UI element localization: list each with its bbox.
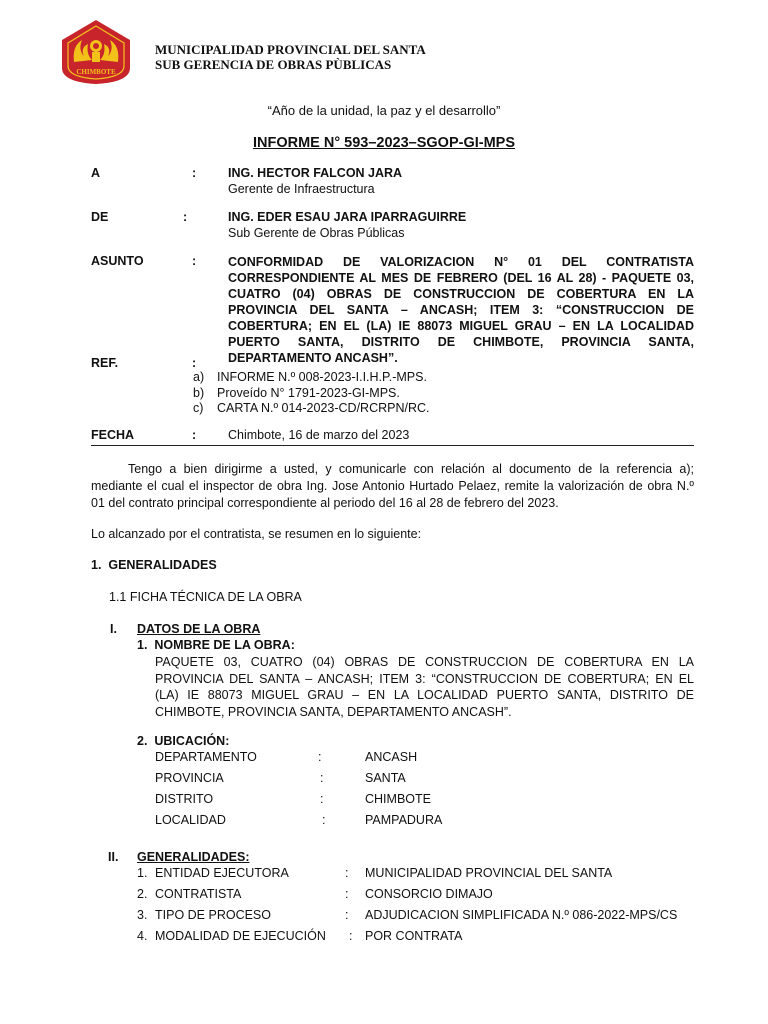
gen-num: 3. (137, 908, 148, 922)
org-header (155, 42, 426, 72)
gen-value: ADJUDICACION SIMPLIFICADA N.º 086-2022-MPS/CS (365, 908, 678, 922)
subject-colon: : (192, 254, 197, 268)
from-role: Sub Gerente de Obras Públicas (228, 226, 405, 240)
ref-text: INFORME N.º 008-2023-I.I.H.P.-MPS. (217, 370, 427, 384)
roman-one: I. (110, 622, 117, 636)
header-divider (91, 445, 694, 446)
ref-marker: c) (193, 401, 204, 415)
gen-value: CONSORCIO DIMAJO (365, 887, 493, 901)
subsection-ficha: 1.1 FICHA TÉCNICA DE LA OBRA (109, 590, 302, 604)
ubicacion-label: 2. UBICACIÓN: (137, 734, 230, 748)
summary-text: Lo alcanzado por el contratista, se resumen en lo siguiente: (91, 527, 422, 541)
ubicacion-colon: : (318, 750, 322, 764)
ubicacion-label-cell: DEPARTAMENTO (155, 750, 257, 764)
section-generalidades: 1. GENERALIDADES (91, 558, 217, 572)
obra-line: (LA) IE 88073 MIGUEL GRAU – EN LA LOCALIDAD PUERTO SANTA, DISTRITO DE (155, 688, 694, 702)
ubicacion-label-cell: DISTRITO (155, 792, 214, 806)
reference-item (193, 386, 430, 402)
to-role: Gerente de Infraestructura (228, 182, 375, 196)
intro-line: Tengo a bien dirigirme a usted, y comunicarle con relación al documento de la referencia a); (128, 462, 694, 476)
gen-value: MUNICIPALIDAD PROVINCIAL DEL SANTA (365, 866, 613, 880)
gen-num: 2. (137, 887, 148, 901)
reference-item (193, 370, 430, 386)
gen-colon: : (345, 866, 349, 880)
org-name: MUNICIPALIDAD PROVINCIAL DEL SANTA (155, 42, 426, 57)
gen-colon: : (345, 908, 349, 922)
from-name: ING. EDER ESAU JARA IPARRAGUIRRE (228, 210, 467, 224)
reference-list (193, 370, 430, 417)
nombre-obra-label: 1. NOMBRE DE LA OBRA: (137, 638, 295, 652)
gen-num: 4. (137, 929, 148, 943)
gen-label: CONTRATISTA (155, 887, 242, 901)
subject-label: ASUNTO (91, 254, 144, 268)
ref-text: CARTA N.º 014-2023-CD/RCRPN/RC. (217, 401, 430, 415)
nombre-obra-text (155, 654, 694, 720)
date-value: Chimbote, 16 de marzo del 2023 (228, 428, 410, 442)
gen-value: POR CONTRATA (365, 929, 463, 943)
subject-line: COBERTURA; EN EL (LA) IE 88073 MIGUEL GRAU – EN LA LOCALIDAD (228, 319, 694, 333)
obra-line: CHIMBOTE, PROVINCIA SANTA, DEPARTAMENTO ANCASH”. (155, 704, 512, 719)
gen-label: MODALIDAD DE EJECUCIÓN (155, 929, 326, 943)
logo-text: CHIMBOTE (76, 68, 116, 76)
ubicacion-colon: : (322, 813, 326, 827)
subject-line: PUERTO SANTA, DISTRITO DE CHIMBOTE, PROVINCIA SANTA, (228, 335, 694, 349)
ubicacion-label-cell: LOCALIDAD (155, 813, 226, 827)
to-label: A (91, 166, 101, 180)
ubicacion-value-cell: ANCASH (365, 750, 418, 764)
obra-line: PROVINCIA DEL SANTA – ANCASH; ITEM 3: “CONSTRUCCION DE COBERTURA; EN EL (155, 671, 694, 686)
ref-label: REF. (91, 356, 119, 370)
subject-line: CONFORMIDAD DE VALORIZACION N° 01 DEL CONTRATISTA (228, 255, 694, 269)
from-label: DE (91, 210, 109, 224)
ref-marker: a) (193, 370, 205, 384)
year-motto: “Año de la unidad, la paz y el desarrollo” (267, 103, 501, 118)
gen-label: TIPO DE PROCESO (155, 908, 271, 922)
from-colon: : (183, 210, 188, 224)
subject-line: CORRESPONDIENTE AL MES DE FEBRERO (DEL 16 AL 28) - PAQUETE 03, (228, 271, 694, 285)
report-title: INFORME N° 593–2023–SGOP-GI-MPS (252, 135, 516, 151)
reference-item (193, 401, 430, 417)
ref-colon: : (192, 356, 197, 370)
subject-text (228, 254, 694, 366)
intro-paragraph (91, 461, 694, 512)
subject-line: PROVINCIA DEL SANTA – ANCASH; ITEM 3: “CONSTRUCCION DE (228, 303, 694, 317)
org-department: SUB GERENCIA DE OBRAS PÙBLICAS (155, 57, 392, 72)
datos-obra-heading: DATOS DE LA OBRA (137, 622, 261, 636)
to-colon: : (192, 166, 197, 180)
gen-num: 1. (137, 866, 148, 880)
subject-line: DEPARTAMENTO ANCASH”. (228, 351, 398, 365)
ubicacion-value-cell: CHIMBOTE (365, 792, 431, 806)
ref-text: Proveído N° 1791-2023-GI-MPS. (217, 385, 400, 400)
ubicacion-value-cell: PAMPADURA (365, 813, 443, 827)
generalidades-heading: GENERALIDADES: (137, 850, 250, 864)
roman-two: II. (108, 850, 119, 864)
obra-line: PAQUETE 03, CUATRO (04) OBRAS DE CONSTRUCCION DE COBERTURA EN LA (155, 655, 694, 669)
date-colon: : (192, 428, 197, 442)
to-name: ING. HECTOR FALCON JARA (228, 166, 403, 180)
ubicacion-value-cell: SANTA (365, 771, 406, 785)
gen-colon: : (345, 887, 349, 901)
ref-marker: b) (193, 385, 205, 400)
intro-line: mediante el cual el inspector de obra Ing. Jose Antonio Hurtado Pelaez, remite la valorización de obra N.º (91, 479, 694, 493)
ubicacion-label-cell: PROVINCIA (155, 771, 224, 785)
ubicacion-colon: : (320, 771, 324, 785)
ubicacion-colon: : (320, 792, 324, 806)
intro-line: 01 del contrato principal correspondiente al periodo del 16 al 28 de febrero del 2023. (91, 496, 559, 510)
subject-line: CUATRO (04) OBRAS DE CONSTRUCCION DE COBERTURA EN LA (228, 287, 694, 301)
gen-colon: : (349, 929, 353, 943)
date-label: FECHA (91, 428, 135, 442)
municipality-logo (58, 18, 134, 86)
gen-label: ENTIDAD EJECUTORA (155, 866, 289, 880)
